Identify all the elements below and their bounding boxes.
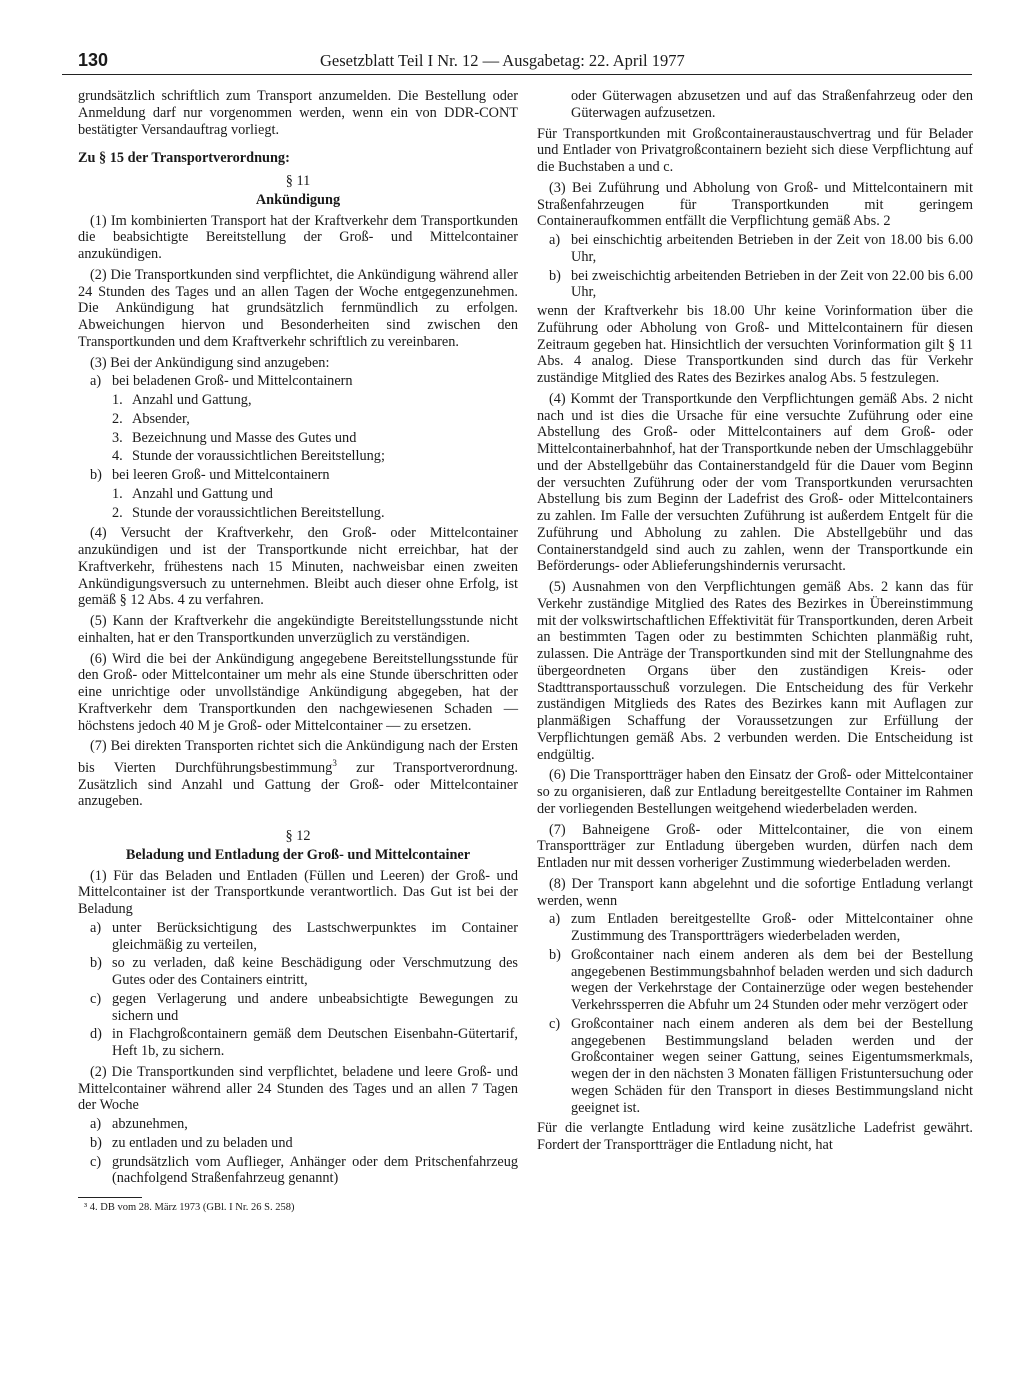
sub-item <box>78 430 518 447</box>
sub-item <box>78 505 518 522</box>
paragraph: (2) Die Transportkunden sind verpflichtet, die Ankündigung während aller 24 Stunden des Tages und an allen Tagen der Woche entgegenzunehmen. Die Ankündigung hat grundsätzlich fernmündlich zu erfolgen. Abweichungen hiervon und Besonderheiten sind zwischen den Transportkunden und dem Kraftverkehr schriftlich zu vereinbaren. <box>78 266 518 350</box>
paragraph: (5) Kann der Kraftverkehr die angekündigte Bereitstellungsstunde nicht einhalten, hat er den Transportkunden unverzüglich zu verständigen. <box>78 613 518 646</box>
list-item <box>78 955 518 989</box>
footnote: ³ 4. DB vom 28. März 1973 (GBl. I Nr. 26 S. 258) <box>84 1202 295 1214</box>
page-number: 130 <box>78 50 109 70</box>
list-label: b) <box>90 955 102 972</box>
paragraph: grundsätzlich schriftlich zum Transport anzumelden. Die Bestellung oder Anmeldung darf nur vorgenommen werden, wenn ein von DDR-CONT bestätigter Versandauftrag vorliegt. <box>78 88 518 138</box>
paragraph: (1) Für das Beladen und Entladen (Füllen und Leeren) der Groß- und Mittelcontainer ist der Transportkunde verantwortlich. Das Gut ist bei der Beladung <box>78 867 518 918</box>
sub-item <box>78 486 518 503</box>
sub-label: 2. <box>112 410 123 427</box>
paragraph: (3) Bei der Ankündigung sind anzugeben: <box>90 354 330 371</box>
list-label: c) <box>90 1153 102 1170</box>
right-column <box>537 88 973 1158</box>
paragraph-text: (7) Bei direkten Transporten richtet sich die Ankündigung nach der Ersten bis Vierten Durchführungsbestimmung <box>78 738 518 776</box>
paragraph: (4) Versucht der Kraftverkehr, den Groß- oder Mittelcontainer anzukündigen und ist der Transportkunde nicht erreichbar, hat der Kraftverkehr, frühestens nach 15 Minuten, nachweisbar einen zweiten Ankündigungsversuch zu unternehmen. Bleibt auch dieser ohne Erfolg, ist gemäß § 12 Abs. 4 zu verfahren. <box>78 525 518 609</box>
list-item <box>78 1026 518 1060</box>
sub-item <box>78 448 518 465</box>
footnote-divider <box>78 1197 142 1198</box>
list-item <box>537 947 973 1014</box>
paragraph: oder Güterwagen abzusetzen und auf das Straßenfahrzeug oder den Güterwagen aufzusetzen. <box>571 88 973 121</box>
sub-label: 2. <box>112 504 123 521</box>
paragraph: (1) Im kombinierten Transport hat der Kraftverkehr dem Transportkunden die beabsichtigte Bereitstellung der Groß- und Mittelcontainer anzukündigen. <box>78 212 518 262</box>
list-item <box>537 232 973 266</box>
list-item <box>78 1154 518 1188</box>
list-item <box>78 1135 518 1152</box>
sub-label: 1. <box>112 485 123 502</box>
section-number: § 12 <box>285 828 311 845</box>
list-text: bei einschichtig arbeitenden Betrieben in der Zeit von 18.00 bis 6.00 Uhr, <box>571 232 973 265</box>
paragraph: Für Transportkunden mit Großcontaineraustauschvertrag und für Belader und Entlader von Privatgroßcontainern bezieht sich diese Verpflichtung auf die Buchstaben a und c. <box>537 125 973 175</box>
sub-label: 1. <box>112 392 123 408</box>
list-item <box>78 1116 518 1133</box>
list-text: grundsätzlich vom Auflieger, Anhänger oder dem Pritschenfahrzeug (nachfolgend Straßenfahrzeug genannt) <box>112 1153 518 1187</box>
sub-text: Anzahl und Gattung und <box>132 485 273 502</box>
paragraph: Für die verlangte Entladung wird keine zusätzliche Ladefrist gewährt. Fordert der Transportträger die Entladung nicht, hat <box>537 1120 973 1153</box>
paragraph: (5) Ausnahmen von den Verpflichtungen gemäß Abs. 2 kann das für Verkehr zuständige Mitglied des Rates des Bezirkes in Übereinstimmung mit der volkswirtschaftlichen Effektivität für Transportkunden, deren Arbeit an bestimmten Tagen oder zu bestimmten Schichten planmäßig ruht, zulassen. Die Anträge der Transportkunden sind mit der Stellungnahme des übergeordneten Organs über den zuständigen Kreis- oder Stadttransportausschuß vorzulegen. Die Entscheidung des für Verkehr zuständigen Mitglieds des Rates des Bezirkes kann mit Auflagen zur planmäßigen Schaffung der Voraussetzungen zur Erfüllung der Verpflichtungen gemäß Abs. 2 verbunden werden. Die Entscheidung ist endgültig. <box>537 579 973 763</box>
list-text: zu entladen und zu beladen und <box>112 1134 293 1151</box>
list-label: b) <box>549 946 561 963</box>
list-item <box>78 920 518 954</box>
list-label: a) <box>549 911 561 928</box>
list-item <box>78 991 518 1025</box>
sub-text: Anzahl und Gattung, <box>132 392 252 408</box>
list-text: unter Berücksichtigung des Lastschwerpunktes im Container gleichmäßig zu verteilen, <box>112 919 518 953</box>
sub-text: Stunde der voraussichtlichen Bereitstellung. <box>132 504 385 521</box>
list-text: Großcontainer nach einem anderen als dem bei der Bestellung angegebenen Bestimmungsbahnhof beladen werden und sich dadurch wegen der Verkehrstage der Containerzüge oder wegen bestehender Verkehrssperren die Abfuhr um 24 Stunden oder mehr verzögert oder <box>571 946 973 1013</box>
list-item <box>537 911 973 945</box>
list-label: b) <box>549 267 561 284</box>
list-label: a) <box>90 373 102 390</box>
running-head: Gesetzblatt Teil I Nr. 12 — Ausgabetag: 22. April 1977 <box>320 51 685 70</box>
page-header <box>62 50 972 75</box>
list-text: abzunehmen, <box>112 1116 188 1133</box>
list-label: c) <box>90 990 102 1007</box>
list-text: bei leeren Groß- und Mittelcontainern <box>112 467 330 483</box>
list-text: bei zweischichtig arbeitenden Betrieben in der Zeit von 22.00 bis 6.00 Uhr, <box>571 267 973 301</box>
list-label: c) <box>549 1015 561 1032</box>
list-label: b) <box>90 467 102 483</box>
list-label: b) <box>90 1134 102 1151</box>
paragraph-text: zur Transportverordnung. Zusätzlich sind Anzahl und Gattung der Groß- oder Mittelcontainer anzugeben. <box>78 759 518 810</box>
section-number: § 11 <box>285 173 311 189</box>
paragraph: (2) Die Transportkunden sind verpflichtet, beladene und leere Groß- und Mittelcontainer während aller 24 Stunden des Tages und an allen 7 Tagen der Woche <box>78 1063 518 1114</box>
paragraph: (6) Die Transportträger haben den Einsatz der Groß- oder Mittelcontainer so zu organisieren, daß zur Entladung bereitgestellte Container im Rahmen der vorliegenden Bestellungen weitgehend wiederbeladen werden. <box>537 767 973 817</box>
section-heading: Zu § 15 der Transportverordnung: <box>78 150 290 167</box>
paragraph: (8) Der Transport kann abgelehnt und die sofortige Entladung verlangt werden, wenn <box>537 875 973 909</box>
list-item <box>537 1016 973 1117</box>
list-text: Großcontainer nach einem anderen als dem bei der Bestellung angegebenen Bestimmungsland beladen werden und der Großcontainer wegen seiner Gattung, seines Eigentumsmerkmals, wegen der in den nächsten 3 Monaten fälligen Fristuntersuchung oder wegen Schäden für den Transport in dieses Bestimmungsland nicht geeignet ist. <box>571 1015 973 1116</box>
sub-item <box>78 392 518 409</box>
left-column <box>78 88 518 1214</box>
sub-text: Absender, <box>132 410 190 427</box>
sub-item <box>78 411 518 428</box>
list-text: gegen Verlagerung und andere unbeabsichtigte Bewegungen zu sichern und <box>112 990 518 1024</box>
sub-label: 3. <box>112 429 123 446</box>
list-item <box>78 467 518 484</box>
paragraph: wenn der Kraftverkehr bis 18.00 Uhr keine Vorinformation über die Zuführung oder Abholung von Groß- und Mittelcontainern für diesen Zeitraum gegeben hat. Hinsichtlich der versuchten Vorinformation gilt § 11 Abs. 4 analog. Diese Transportkunden sind durch das für Verkehr zuständige Mitglied des Rates des Bezirkes analog Abs. 5 festzulegen. <box>537 303 973 386</box>
paragraph: (3) Bei Zuführung und Abholung von Groß- und Mittelcontainern mit Straßenfahrzeugen für Transportkunden mit geringem Containeraufkommen entfällt die Verpflichtung gemäß Abs. 2 <box>537 179 973 230</box>
section-title: Beladung und Entladung der Groß- und Mittelcontainer <box>125 846 471 863</box>
list-text: bei beladenen Groß- und Mittelcontainern <box>112 373 353 390</box>
sub-text: Stunde der voraussichtlichen Bereitstellung; <box>132 448 385 465</box>
list-item <box>78 373 518 390</box>
list-label: d) <box>90 1026 102 1043</box>
footnote-marker: 3 <box>332 758 337 768</box>
list-text: so zu verladen, daß keine Beschädigung oder Verschmutzung des Gutes oder des Containers eintritt, <box>112 955 518 989</box>
list-label: a) <box>549 232 561 248</box>
sub-label: 4. <box>112 448 123 465</box>
paragraph: (7) Bahneigene Groß- oder Mittelcontainer, die von einem Transportträger zur Entladung übergeben wurden, dürfen nach dem Entladen nur mit dessen vorheriger Zustimmung wiederbeladen werden. <box>537 821 973 871</box>
paragraph: (4) Kommt der Transportkunde den Verpflichtungen gemäß Abs. 2 nicht nach und ist dies die Ursache für eine versuchte Zuführung oder eine Abstellung des Groß- oder Mittelcontainers auf dem Groß- oder Mittelcontainerbahnhof, hat der Transportkunde neben der Umschlaggebühr und der Abstellgebühr das Containerstandgeld für die Dauer vom Beginn der versuchten Zuführung oder der vom Transportkunden verursachten Abstellung bis zum Beginn der Ladefrist des Groß- oder Mittelcontainers zu zahlen. Im Falle der versuchten Zuführung ist außerdem Entgelt für die Zuführung und Abholung zu zahlen. Die Abstellgebühr und das Containerstandgeld sind auch zu zahlen, wenn der Transportkunde ein Beförderungs- oder Ablieferungshindernis verursacht. <box>537 390 973 575</box>
list-text: in Flachgroßcontainern gemäß dem Deutschen Eisenbahn-Gütertarif, Heft 1b, zu sichern. <box>112 1026 518 1060</box>
list-text: zum Entladen bereitgestellte Groß- oder Mittelcontainer ohne Zustimmung des Transportträgers wiederbeladen werden, <box>571 911 973 944</box>
list-item <box>537 268 973 302</box>
list-label: a) <box>90 1116 102 1133</box>
paragraph: (6) Wird die bei der Ankündigung angegebene Bereitstellungsstunde für den Groß- oder Mittelcontainer um mehr als eine Stunde überschritten oder eine unrichtige oder unvollständige Ankündigung abgegeben, hat der Kraftverkehr dem Transportkunden den nachgewiesenen Schaden — höchstens jedoch 40 M je Groß- oder Mittelcontainer — zu ersetzen. <box>78 650 518 734</box>
sub-text: Bezeichnung und Masse des Gutes und <box>132 429 357 446</box>
list-label: a) <box>90 919 102 936</box>
section-title: Ankündigung <box>255 191 341 208</box>
paragraph <box>78 738 518 810</box>
